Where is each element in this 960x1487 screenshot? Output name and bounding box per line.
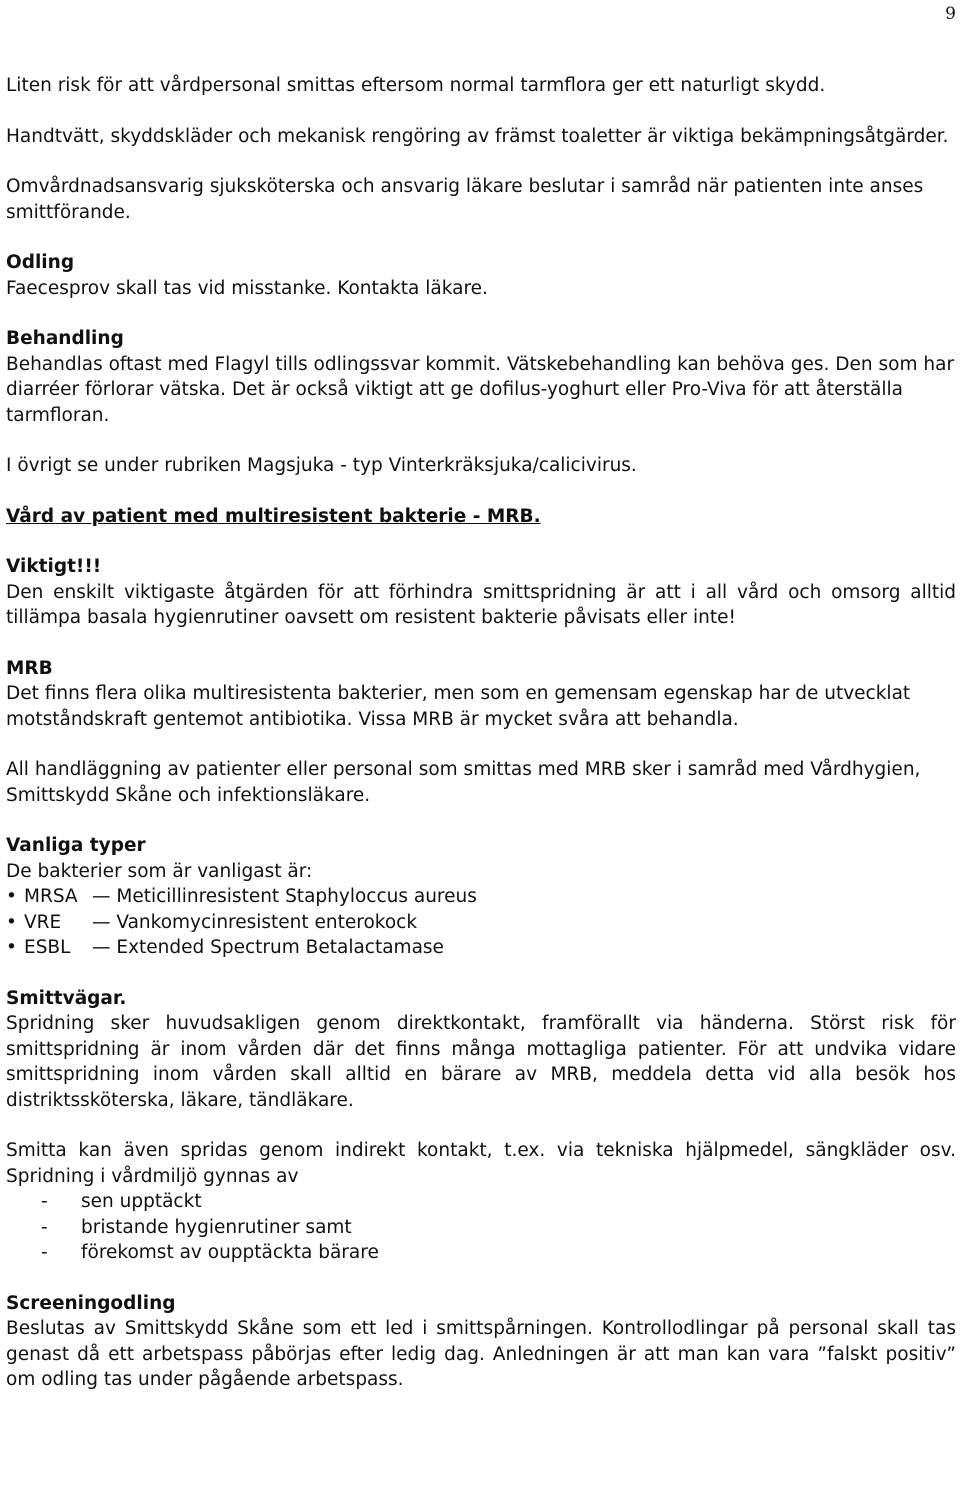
- section-screeningodling: [6, 1291, 956, 1393]
- text-indirekt: Smitta kan även spridas genom indirekt kontakt, t.ex. via tekniska hjälpmedel, sängkläder osv. Spridning i vårdmiljö gynnas av: [6, 1140, 956, 1187]
- section-smittvagar: [6, 986, 956, 1114]
- text-vanliga-intro: De bakterier som är vanligast är:: [6, 860, 313, 882]
- bacteria-desc: — Vankomycinresistent enterokock: [92, 911, 418, 933]
- text-viktigt: Den enskilt viktigaste åtgärden för att förhindra smittspridning är att i all vård och omsorg alltid tillämpa basala hygienrutiner oavsett om resistent bakterie påvisats eller inte!: [6, 581, 956, 628]
- bacteria-abbr: MRSA: [24, 886, 78, 907]
- section-behandling: [6, 326, 956, 428]
- heading-viktigt: Viktigt!!!: [6, 556, 102, 577]
- text-screeningodling: Beslutas av Smittskydd Skåne som ett led i smittspårningen. Kontrollodlingar på personal skall tas genast då ett arbetspass påbörjas efter ledig dag. Anledningen är att man kan vara ”falskt positiv” om odling tas under pågående arbetspass.: [6, 1318, 956, 1390]
- text-mrb: Det finns flera olika multiresistenta bakterier, men som en gemensam egenskap har de utvecklat motståndskraft gentemot antibiotika. Vissa MRB är mycket svåra att behandla.: [6, 683, 911, 730]
- list-item: - bristande hygienrutiner samt: [6, 1215, 956, 1241]
- section-vanliga-typer: [6, 833, 956, 961]
- section-indirekt: [6, 1138, 956, 1266]
- section-title-mrb: Vård av patient med multiresistent bakterie - MRB.: [6, 505, 541, 527]
- section-mrb: [6, 656, 956, 733]
- heading-smittvagar: Smittvägar.: [6, 987, 127, 1009]
- bacteria-abbr: ESBL: [24, 937, 71, 958]
- bacteria-abbr: VRE: [24, 911, 62, 933]
- bacteria-list: [6, 884, 956, 961]
- paragraph-risk: Liten risk för att vårdpersonal smittas eftersom normal tarmflora ger ett naturligt skydd.: [6, 75, 826, 96]
- section-odling: [6, 250, 956, 301]
- text-smittvagar: Spridning sker huvudsakligen genom direktkontakt, framförallt via händerna. Störst risk för smittspridning är inom vården där det finns många mottagliga patienter. För att undvika vidare smittspridning inom vården skall alltid en bärare av MRB, meddela detta vid alla besök hos distriktssköterska, läkare, tändläkare.: [6, 1013, 956, 1111]
- heading-behandling: Behandling: [6, 328, 124, 349]
- heading-odling: Odling: [6, 252, 75, 273]
- list-item: - sen upptäckt: [6, 1189, 956, 1215]
- list-item: [6, 935, 956, 961]
- bacteria-desc: — Meticillinresistent Staphyloccus aureus: [92, 886, 477, 907]
- paragraph-ovrigt: I övrigt se under rubriken Magsjuka - typ Vinterkräksjuka/calicivirus.: [6, 455, 637, 476]
- section-viktigt: [6, 554, 956, 631]
- list-item: - förekomst av oupptäckta bärare: [6, 1240, 956, 1266]
- list-item: [6, 884, 956, 910]
- heading-screeningodling: Screeningodling: [6, 1292, 176, 1314]
- bacteria-desc: — Extended Spectrum Betalactamase: [92, 937, 444, 958]
- heading-vanliga-typer: Vanliga typer: [6, 835, 146, 856]
- text-odling: Faecesprov skall tas vid misstanke. Kontakta läkare.: [6, 277, 488, 299]
- heading-mrb: MRB: [6, 657, 53, 679]
- list-item: [6, 910, 956, 936]
- paragraph-omvardnad: Omvårdnadsansvarig sjuksköterska och ansvarig läkare beslutar i samråd när patienten inte anses smittförande.: [6, 176, 924, 223]
- paragraph-handtvatt: Handtvätt, skyddskläder och mekanisk rengöring av främst toaletter är viktiga bekämpningsåtgärder.: [6, 125, 949, 147]
- spread-factor-list: [6, 1189, 956, 1266]
- page-number: 9: [945, 4, 956, 24]
- page-content: [6, 73, 956, 1393]
- text-behandling: Behandlas oftast med Flagyl tills odlingssvar kommit. Vätskebehandling kan behöva ges. Den som har diarréer förlorar vätska. Det är också viktigt att ge dofilus-yoghurt eller Pro-Viva för att återställa tarmfloran.: [6, 353, 955, 426]
- paragraph-handlaggning: All handläggning av patienter eller personal som smittas med MRB sker i samråd med Vårdhygien, Smittskydd Skåne och infektionsläkare.: [6, 759, 921, 806]
